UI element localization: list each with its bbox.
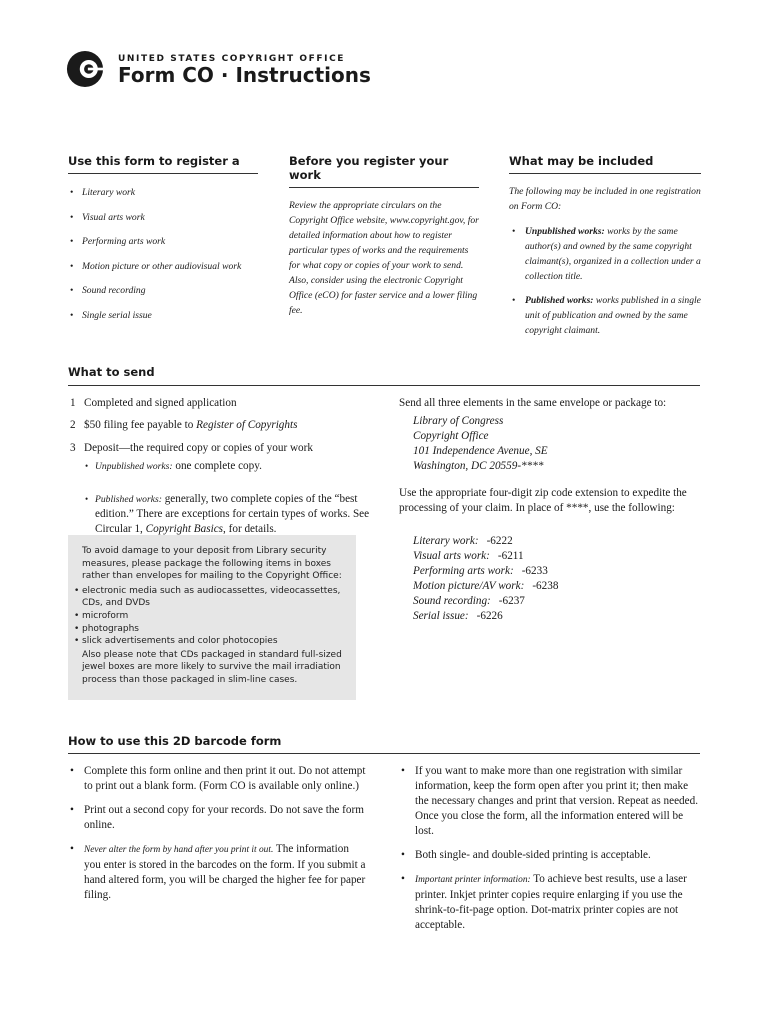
- column-heading: Before you register your work: [289, 154, 479, 188]
- list-item: • Never alter the form by hand after you print it out. The information you enter is stored in the barcodes on the form. If you submit a hand altered form, you will be charged the higher fee for paper filing.: [68, 842, 368, 903]
- deposit-published: • Published works: generally, two complete copies of the “best edition.” There are exceptions for certain types of works. See Circular 1, Copyright Basics, for details.: [85, 492, 370, 537]
- list-item: • Single serial issue: [68, 309, 258, 323]
- barcode-list-right: [399, 764, 701, 942]
- send-item-2: 2 $50 filing fee payable to Register of Copyrights: [70, 419, 298, 431]
- section-divider: [68, 753, 700, 754]
- send-item-3: 3 Deposit—the required copy or copies of your work: [70, 442, 313, 454]
- section-heading-barcode: How to use this 2D barcode form: [68, 734, 282, 748]
- barcode-list-left: [68, 764, 368, 912]
- list-item: • Motion picture or other audiovisual work: [68, 260, 258, 274]
- list-item: • Visual arts work: [68, 211, 258, 225]
- extension-row: Sound recording: -6237: [413, 595, 525, 607]
- extension-row: Performing arts work: -6233: [413, 565, 548, 577]
- list-item: • Published works: works published in a single unit of publication and owned by the same copyright claimant.: [509, 293, 701, 338]
- list-item: • Both single- and double-sided printing is acceptable.: [399, 848, 701, 863]
- extension-row: Motion picture/AV work: -6238: [413, 580, 559, 592]
- section-divider: [68, 385, 700, 386]
- mailing-address: Library of Congress Copyright Office 101 Independence Avenue, SE Washington, DC 20559-****: [413, 415, 548, 472]
- column-included: [509, 154, 701, 347]
- list-item: • photographs: [74, 623, 346, 636]
- extension-row: Visual arts work: -6211: [413, 550, 524, 562]
- included-list: [509, 224, 701, 338]
- column-before-register: [289, 154, 479, 318]
- zip-instructions: Use the appropriate four-digit zip code extension to expedite the processing of your claim. In place of ****, use the following:: [399, 487, 687, 514]
- list-item: • microform: [74, 610, 346, 623]
- list-item: • Sound recording: [68, 284, 258, 298]
- list-item: • slick advertisements and color photocopies: [74, 635, 346, 648]
- column-heading: Use this form to register a: [68, 154, 258, 174]
- page-title: Form CO · Instructions: [118, 63, 371, 87]
- work-type-list: [68, 186, 258, 323]
- list-item: • electronic media such as audiocassettes, videocassettes, CDs, and DVDs: [74, 585, 346, 610]
- before-register-text: Review the appropriate circulars on the Copyright Office website, www.copyright.gov, for detailed information about how to register particular types of works and the requirements for what copy or copies of your work to send. Also, consider using the electronic Copyright Office (eCO) for faster service and a lower filing fee.: [289, 200, 479, 316]
- column-register: [68, 154, 258, 333]
- note-list: [74, 585, 346, 648]
- list-item: • Unpublished works: works by the same author(s) and owned by the same copyright claimant(s), organized in a collection under a collection title.: [509, 224, 701, 284]
- copyright-office-logo-icon: [66, 50, 104, 88]
- list-item: • If you want to make more than one registration with similar information, keep the form open after you print it; then make the necessary changes and print that version. Repeat as needed. Once you close the form, all the information entered will be lost.: [399, 764, 701, 839]
- agency-name: UNITED STATES COPYRIGHT OFFICE: [118, 54, 346, 64]
- list-item: • Complete this form online and then print it out. Do not attempt to print out a blank form. (Form CO is available only online.): [68, 764, 368, 794]
- envelope-text: Send all three elements in the same envelope or package to:: [399, 397, 667, 409]
- zip-extensions: [399, 534, 699, 624]
- list-item: • Literary work: [68, 186, 258, 200]
- note-tail: Also please note that CDs packaged in standard full-sized jewel boxes are more likely to survive the mail irradiation process than those packaged in slim-line cases.: [82, 649, 342, 685]
- note-intro: To avoid damage to your deposit from Library security measures, please package the following items in boxes rather than envelopes for mailing to the Copyright Office:: [82, 546, 342, 582]
- extension-row: Serial issue: -6226: [413, 610, 503, 622]
- included-intro: The following may be included in one registration on Form CO:: [509, 186, 701, 212]
- deposit-unpublished: • Unpublished works: one complete copy.: [85, 459, 365, 474]
- packaging-note-box: [68, 535, 356, 700]
- extension-row: Literary work: -6222: [413, 535, 513, 547]
- list-item: • Print out a second copy for your records. Do not save the form online.: [68, 803, 368, 833]
- list-item: • Performing arts work: [68, 235, 258, 249]
- list-item: • Important printer information: To achieve best results, use a laser printer. Inkjet printer copies require enlarging if you use the shrink-to-fit-page option. Dot-matrix printer copies are not acceptable.: [399, 872, 701, 933]
- column-heading: What may be included: [509, 154, 701, 174]
- section-heading-what-to-send: What to send: [68, 365, 155, 379]
- send-item-1: 1 Completed and signed application: [70, 397, 237, 409]
